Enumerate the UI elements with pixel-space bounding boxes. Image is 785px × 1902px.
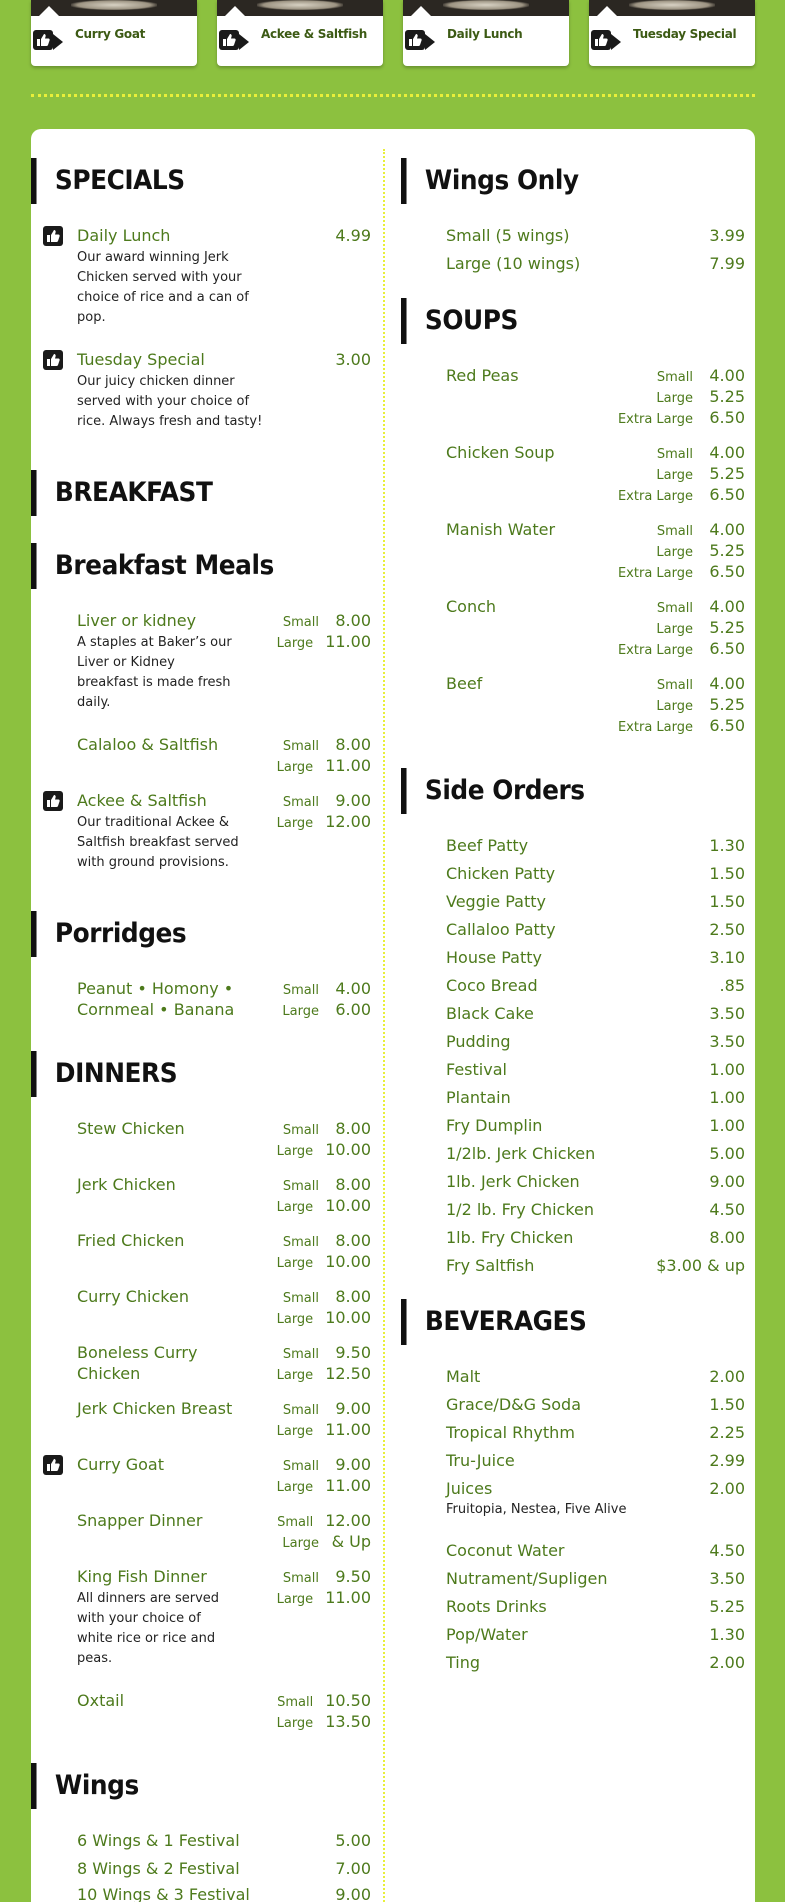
size-prices [618,365,745,428]
size-label: Extra Large [617,643,693,658]
menu-item [77,1342,371,1384]
menu-item [77,225,371,328]
size-price: 9.50 [335,1567,371,1586]
section-title-soups: SOUPS [401,298,518,344]
size-prices [277,1398,371,1440]
menu-item [446,1003,745,1024]
item-description: A staples at Baker’s our Liver or Kidney breakfast is made fresh daily. [77,635,232,710]
size-label: Large [276,1480,314,1495]
size-price: 10.00 [325,1308,371,1327]
item-description: Our juicy chicken dinner served with your choice of rice. Always fresh and tasty! [77,374,263,429]
size-prices [277,1230,371,1272]
size-price: 5.25 [709,618,745,637]
item-price: 1.30 [709,836,745,855]
item-description: Fruitopia, Nestea, Five Alive [446,1502,627,1517]
thumbs-up-icon [591,30,611,50]
size-price: & Up [331,1532,371,1551]
menu-item [446,947,745,968]
size-price: 6.50 [709,716,745,735]
size-price: 4.00 [709,366,745,385]
menu-item [446,835,745,856]
item-name: 1/2lb. Jerk Chicken [446,1144,596,1163]
item-name: Beef Patty [446,836,529,855]
size-label: Large [276,636,314,651]
section-title-side-orders: Side Orders [401,768,585,814]
item-name: 1/2 lb. Fry Chicken [446,1200,595,1219]
menu-item [77,1690,371,1731]
item-description: Our traditional Ackee & Saltfish breakfast served with ground provisions. [77,815,239,870]
size-label: Small [656,447,693,462]
size-label: Small [282,739,319,754]
item-name: Festival [446,1060,507,1079]
item-name: Pop/Water [446,1625,528,1644]
featured-card[interactable] [589,0,755,66]
item-name: 8 Wings & 2 Festival [77,1859,240,1878]
item-price: 3.00 [335,350,371,369]
size-label: Small [282,1123,319,1138]
item-description: All dinners are served with your choice of white rice or rice and peas. [77,1591,220,1666]
size-price: 8.00 [335,611,371,630]
card-title[interactable]: Daily Lunch [447,27,523,41]
size-price: 12.00 [325,812,371,831]
size-prices [277,610,371,652]
item-price: 7.99 [709,254,745,273]
menu-item [446,1366,745,1387]
size-price: 10.00 [325,1140,371,1159]
menu-item [77,978,371,1020]
size-price: 4.00 [709,520,745,539]
item-name: Grace/D&G Soda [446,1395,581,1414]
item-name: House Patty [446,948,542,967]
item-name: Conch [446,597,497,616]
item-name: Ackee & Saltfish [77,791,207,810]
size-label: Small [656,370,693,385]
item-name: 6 Wings & 1 Festival [77,1831,240,1850]
size-price: 5.25 [709,387,745,406]
size-label: Large [656,468,693,483]
section-title-porridges: Porridges [31,911,186,957]
item-price: 1.00 [709,1116,745,1135]
section-title-breakfast-meals: Breakfast Meals [31,543,274,589]
size-price: 11.00 [325,1476,371,1495]
thumbs-up-icon [43,1455,63,1475]
size-price: 5.25 [709,464,745,483]
item-price: 1.50 [709,892,745,911]
size-prices [618,442,745,505]
menu-item [446,519,745,581]
section-title-dinners: DINNERS [31,1051,177,1097]
size-label: Large [656,545,693,560]
size-prices [277,1566,371,1608]
item-name: Daily Lunch [77,226,171,245]
menu-item [77,1884,371,1902]
menu-item [77,790,371,873]
size-price: 6.50 [709,639,745,658]
item-name: 1lb. Jerk Chicken [446,1172,580,1191]
size-prices [277,1454,371,1496]
card-title[interactable]: Curry Goat [75,27,146,41]
item-name: Small (5 wings) [446,226,570,245]
size-label: Small [277,1515,314,1530]
size-prices [618,596,745,659]
item-price: 3.50 [709,1004,745,1023]
menu-item [446,596,745,658]
item-name: Pudding [446,1032,511,1051]
menu-item [446,225,745,246]
size-label: Large [656,391,693,406]
menu-item [77,1858,371,1879]
menu-item [446,1624,745,1645]
size-label: Large [276,1716,314,1731]
item-name: Chicken Patty [446,864,556,883]
item-name: 1lb. Fry Chicken [446,1228,574,1247]
size-label: Small [656,524,693,539]
size-price: 6.00 [335,1000,371,1019]
item-price: 5.00 [709,1144,745,1163]
size-prices [618,519,745,582]
menu-item [446,1394,745,1415]
item-name: Peanut • Homony • Cornmeal • Banana [77,979,235,1019]
menu-item [446,253,745,274]
size-price: 9.50 [335,1343,371,1362]
size-prices [277,1510,371,1552]
item-price: 9.00 [335,1885,371,1902]
size-label: Small [282,1179,319,1194]
menu-item [446,1596,745,1617]
size-price: 11.00 [325,756,371,775]
featured-card[interactable] [217,0,383,66]
size-price: 5.25 [709,695,745,714]
item-price: $3.00 & up [656,1256,745,1275]
thumbs-up-icon [219,30,239,50]
item-name: Curry Chicken [77,1287,189,1306]
column-divider [383,149,385,1902]
item-name: Tru-Juice [446,1451,515,1470]
item-price: 3.50 [709,1032,745,1051]
item-name: Liver or kidney [77,611,197,630]
item-name: Chicken Soup [446,443,555,462]
size-price: 5.25 [709,541,745,560]
size-price: 4.00 [335,979,371,998]
size-prices [277,1286,371,1328]
section-title-breakfast: BREAKFAST [31,470,212,516]
size-label: Small [656,678,693,693]
item-price: 1.30 [709,1625,745,1644]
dotted-divider [31,94,755,97]
item-name: Snapper Dinner [77,1511,203,1530]
size-label: Extra Large [617,412,693,427]
size-price: 11.00 [325,1420,371,1439]
item-price: 5.25 [709,1597,745,1616]
menu-item [77,1510,371,1551]
size-label: Large [276,1312,314,1327]
thumbs-up-icon [43,226,63,246]
size-label: Small [282,1571,319,1586]
item-name: Coco Bread [446,976,538,995]
item-price: 5.00 [335,1831,371,1850]
menu-item [446,673,745,735]
item-name: Calaloo & Saltfish [77,735,219,754]
size-label: Small [282,795,319,810]
size-label: Small [282,1235,319,1250]
size-price: 4.00 [709,674,745,693]
item-price: 1.00 [709,1060,745,1079]
featured-card[interactable] [31,0,197,66]
item-price: 3.10 [709,948,745,967]
item-name: Fry Dumplin [446,1116,543,1135]
item-price: 9.00 [709,1172,745,1191]
item-price: 2.50 [709,920,745,939]
size-price: 8.00 [335,1175,371,1194]
size-price: 8.00 [335,735,371,754]
menu-item [77,1398,371,1439]
size-label: Small [282,1403,319,1418]
item-name: Nutrament/Supligen [446,1569,608,1588]
size-label: Extra Large [617,720,693,735]
size-price: 4.00 [709,597,745,616]
size-label: Large [276,816,314,831]
size-prices [277,1118,371,1160]
section-title-wings: Wings [31,1763,139,1809]
item-name: Red Peas [446,366,519,385]
item-name: Beef [446,674,483,693]
item-name: Veggie Patty [446,892,546,911]
size-label: Small [282,1291,319,1306]
item-name: Stew Chicken [77,1119,185,1138]
menu-item [446,442,745,504]
size-price: 9.00 [335,1399,371,1418]
size-label: Extra Large [617,489,693,504]
size-prices [282,978,371,1020]
menu-item [446,1115,745,1136]
menu-item [446,1171,745,1192]
size-label: Small [282,615,319,630]
item-price: 1.50 [709,864,745,883]
menu-item [446,919,745,940]
card-title[interactable]: Ackee & Saltfish [261,27,367,41]
menu-item [77,610,371,713]
item-price: 1.00 [709,1088,745,1107]
menu-item [77,1454,371,1495]
item-name: Jerk Chicken [77,1175,176,1194]
size-prices [277,1342,371,1384]
size-price: 8.00 [335,1287,371,1306]
item-name: Juices [446,1479,493,1498]
featured-cards [0,0,785,70]
size-price: 6.50 [709,485,745,504]
menu-item [446,1059,745,1080]
item-name: Plantain [446,1088,511,1107]
item-price: 4.50 [709,1200,745,1219]
section-title-wings-only: Wings Only [401,158,579,204]
item-name: Curry Goat [77,1455,165,1474]
menu-item [446,1143,745,1164]
menu-item [77,1286,371,1327]
size-prices [618,673,745,736]
size-label: Large [276,1256,314,1271]
item-description: Our award winning Jerk Chicken served with your choice of rice and a can of pop. [77,250,249,325]
size-price: 9.00 [335,1455,371,1474]
item-name: Roots Drinks [446,1597,547,1616]
size-label: Large [276,1144,314,1159]
thumbs-up-icon [33,30,53,50]
menu-item [77,1230,371,1271]
item-price: 3.99 [709,226,745,245]
menu-item [446,1568,745,1589]
thumbs-up-icon [405,30,425,50]
menu-item [446,975,745,996]
menu-item [77,1174,371,1215]
thumbs-up-icon [43,791,63,811]
item-name: Coconut Water [446,1541,565,1560]
size-prices [277,734,371,776]
item-price: 2.25 [709,1423,745,1442]
item-price: 1.50 [709,1395,745,1414]
menu-item [77,1118,371,1159]
item-name: Oxtail [77,1691,125,1710]
menu-item [77,349,371,432]
item-name: Jerk Chicken Breast [77,1399,233,1418]
item-name: 10 Wings & 3 Festival [77,1885,250,1902]
item-price: 2.00 [709,1367,745,1386]
item-price: .85 [719,976,745,995]
menu-item [446,1031,745,1052]
size-label: Small [282,1459,319,1474]
size-price: 11.00 [325,632,371,651]
size-label: Large [656,622,693,637]
item-price: 2.00 [709,1479,745,1498]
size-label: Large [276,1368,314,1383]
menu-item [446,1450,745,1471]
item-name: Black Cake [446,1004,534,1023]
menu-item [446,1199,745,1220]
menu-item [446,1087,745,1108]
size-price: 8.00 [335,1231,371,1250]
item-name: Tropical Rhythm [446,1423,575,1442]
menu-item [446,1478,745,1520]
menu-item [446,1255,745,1276]
card-title[interactable]: Tuesday Special [633,27,737,41]
item-name: Malt [446,1367,481,1386]
size-prices [277,790,371,832]
menu-item [77,1830,371,1851]
size-label: Large [282,1004,319,1019]
thumbs-up-icon [43,350,63,370]
item-name: Fry Saltfish [446,1256,535,1275]
size-label: Large [276,1592,314,1607]
size-price: 12.50 [325,1364,371,1383]
size-label: Extra Large [617,566,693,581]
size-label: Large [656,699,693,714]
size-label: Small [656,601,693,616]
item-price: 2.00 [709,1653,745,1672]
size-prices [277,1174,371,1216]
size-price: 11.00 [325,1588,371,1607]
featured-card[interactable] [403,0,569,66]
item-price: 4.50 [709,1541,745,1560]
size-label: Large [276,760,314,775]
section-title-specials: SPECIALS [31,158,185,204]
size-price: 13.50 [325,1712,371,1731]
item-price: 2.99 [709,1451,745,1470]
section-title-beverages: BEVERAGES [401,1299,586,1345]
menu-item [446,891,745,912]
menu-item [446,1227,745,1248]
size-price: 6.50 [709,408,745,427]
item-price: 7.00 [335,1859,371,1878]
menu-item [446,1652,745,1673]
menu-item [77,1566,371,1669]
menu-item [446,863,745,884]
item-name: Callaloo Patty [446,920,556,939]
item-price: 8.00 [709,1228,745,1247]
item-name: Fried Chicken [77,1231,185,1250]
item-price: 4.99 [335,226,371,245]
size-price: 8.00 [335,1119,371,1138]
size-label: Small [277,1695,314,1710]
item-name: King Fish Dinner [77,1567,207,1586]
item-name: Tuesday Special [77,350,205,369]
menu-item [446,365,745,427]
size-label: Large [276,1424,314,1439]
size-price: 6.50 [709,562,745,581]
size-price: 9.00 [335,791,371,810]
item-name: Boneless Curry Chicken [77,1343,198,1383]
size-prices [277,1690,371,1732]
size-label: Large [282,1536,319,1551]
menu-panel [31,129,755,1902]
item-name: Manish Water [446,520,556,539]
size-price: 12.00 [325,1511,371,1530]
menu-item [77,734,371,775]
size-price: 4.00 [709,443,745,462]
size-price: 10.50 [325,1691,371,1710]
size-price: 10.00 [325,1252,371,1271]
item-name: Ting [446,1653,481,1672]
menu-item [446,1422,745,1443]
item-name: Large (10 wings) [446,254,581,273]
item-price: 3.50 [709,1569,745,1588]
size-label: Small [282,983,319,998]
size-label: Small [282,1347,319,1362]
menu-item [446,1540,745,1561]
size-label: Large [276,1200,314,1215]
size-price: 10.00 [325,1196,371,1215]
